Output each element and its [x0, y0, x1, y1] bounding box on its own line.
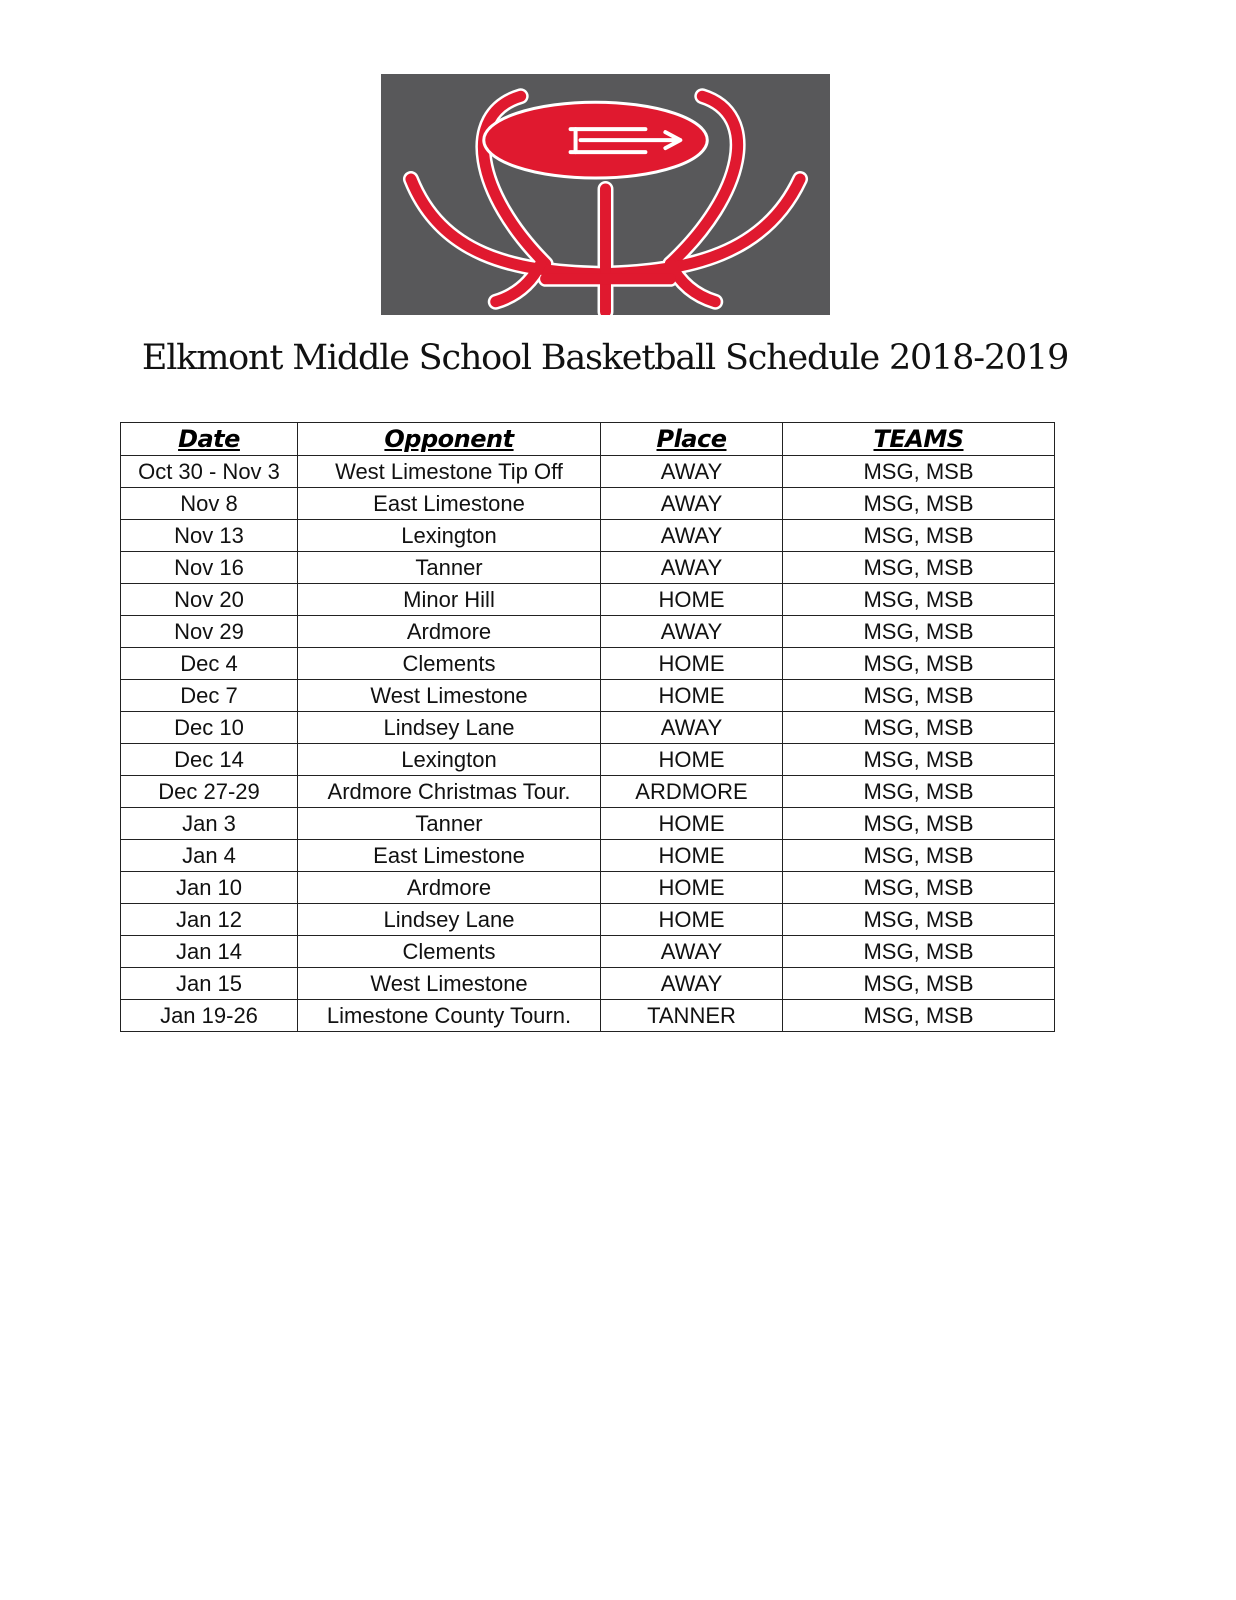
teams-cell: MSG, MSB: [783, 776, 1055, 808]
place-cell: AWAY: [601, 552, 783, 584]
place-cell: HOME: [601, 808, 783, 840]
opponent-cell: Lexington: [298, 744, 601, 776]
place-cell: AWAY: [601, 968, 783, 1000]
opponent-cell: Tanner: [298, 552, 601, 584]
table-row: [121, 776, 1055, 808]
place-cell: HOME: [601, 744, 783, 776]
opponent-cell: East Limestone: [298, 840, 601, 872]
teams-cell: MSG, MSB: [783, 904, 1055, 936]
table-row: [121, 584, 1055, 616]
date-cell: Jan 14: [121, 936, 298, 968]
table-row: [121, 456, 1055, 488]
opponent-cell: Ardmore: [298, 872, 601, 904]
header-place: Place: [601, 423, 783, 456]
teams-cell: MSG, MSB: [783, 648, 1055, 680]
table-row: [121, 488, 1055, 520]
place-cell: AWAY: [601, 712, 783, 744]
teams-cell: MSG, MSB: [783, 552, 1055, 584]
opponent-cell: East Limestone: [298, 488, 601, 520]
date-cell: Nov 16: [121, 552, 298, 584]
teams-cell: MSG, MSB: [783, 680, 1055, 712]
schedule-table: [120, 422, 1055, 1032]
teams-cell: MSG, MSB: [783, 488, 1055, 520]
place-cell: AWAY: [601, 936, 783, 968]
date-cell: Jan 10: [121, 872, 298, 904]
table-row: [121, 936, 1055, 968]
teams-cell: MSG, MSB: [783, 872, 1055, 904]
teams-cell: MSG, MSB: [783, 936, 1055, 968]
opponent-cell: Minor Hill: [298, 584, 601, 616]
place-cell: HOME: [601, 648, 783, 680]
opponent-cell: Lindsey Lane: [298, 904, 601, 936]
date-cell: Dec 7: [121, 680, 298, 712]
date-cell: Nov 29: [121, 616, 298, 648]
opponent-cell: Lexington: [298, 520, 601, 552]
table-row: [121, 616, 1055, 648]
teams-cell: MSG, MSB: [783, 520, 1055, 552]
table-row: [121, 840, 1055, 872]
opponent-cell: West Limestone Tip Off: [298, 456, 601, 488]
table-row: [121, 712, 1055, 744]
table-row: [121, 520, 1055, 552]
opponent-cell: Ardmore: [298, 616, 601, 648]
opponent-cell: Limestone County Tourn.: [298, 1000, 601, 1032]
header-opponent: Opponent: [298, 423, 601, 456]
date-cell: Dec 10: [121, 712, 298, 744]
place-cell: HOME: [601, 584, 783, 616]
place-cell: TANNER: [601, 1000, 783, 1032]
date-cell: Dec 4: [121, 648, 298, 680]
date-cell: Jan 3: [121, 808, 298, 840]
opponent-cell: Ardmore Christmas Tour.: [298, 776, 601, 808]
place-cell: AWAY: [601, 488, 783, 520]
opponent-cell: Clements: [298, 936, 601, 968]
date-cell: Jan 12: [121, 904, 298, 936]
date-cell: Oct 30 - Nov 3: [121, 456, 298, 488]
place-cell: AWAY: [601, 520, 783, 552]
teams-cell: MSG, MSB: [783, 616, 1055, 648]
teams-cell: MSG, MSB: [783, 968, 1055, 1000]
date-cell: Nov 8: [121, 488, 298, 520]
table-row: [121, 904, 1055, 936]
place-cell: HOME: [601, 904, 783, 936]
date-cell: Jan 15: [121, 968, 298, 1000]
place-cell: HOME: [601, 840, 783, 872]
page-title: Elkmont Middle School Basketball Schedule 2018-2019: [141, 338, 1069, 378]
opponent-cell: Tanner: [298, 808, 601, 840]
date-cell: Dec 27-29: [121, 776, 298, 808]
place-cell: HOME: [601, 872, 783, 904]
trident-basketball-icon: [381, 74, 830, 315]
table-row: [121, 808, 1055, 840]
date-cell: Dec 14: [121, 744, 298, 776]
place-cell: ARDMORE: [601, 776, 783, 808]
teams-cell: MSG, MSB: [783, 1000, 1055, 1032]
teams-cell: MSG, MSB: [783, 584, 1055, 616]
table-header-row: [121, 423, 1055, 456]
date-cell: Jan 4: [121, 840, 298, 872]
opponent-cell: West Limestone: [298, 968, 601, 1000]
place-cell: AWAY: [601, 456, 783, 488]
teams-cell: MSG, MSB: [783, 808, 1055, 840]
opponent-cell: Clements: [298, 648, 601, 680]
header-teams: TEAMS: [783, 423, 1055, 456]
table-row: [121, 744, 1055, 776]
table-row: [121, 680, 1055, 712]
teams-cell: MSG, MSB: [783, 840, 1055, 872]
place-cell: AWAY: [601, 616, 783, 648]
teams-cell: MSG, MSB: [783, 456, 1055, 488]
table-row: [121, 1000, 1055, 1032]
table-row: [121, 968, 1055, 1000]
header-date: Date: [121, 423, 298, 456]
date-cell: Nov 13: [121, 520, 298, 552]
table-row: [121, 872, 1055, 904]
school-logo: [381, 74, 830, 315]
table-row: [121, 552, 1055, 584]
opponent-cell: Lindsey Lane: [298, 712, 601, 744]
teams-cell: MSG, MSB: [783, 744, 1055, 776]
opponent-cell: West Limestone: [298, 680, 601, 712]
table-row: [121, 648, 1055, 680]
date-cell: Nov 20: [121, 584, 298, 616]
place-cell: HOME: [601, 680, 783, 712]
date-cell: Jan 19-26: [121, 1000, 298, 1032]
teams-cell: MSG, MSB: [783, 712, 1055, 744]
